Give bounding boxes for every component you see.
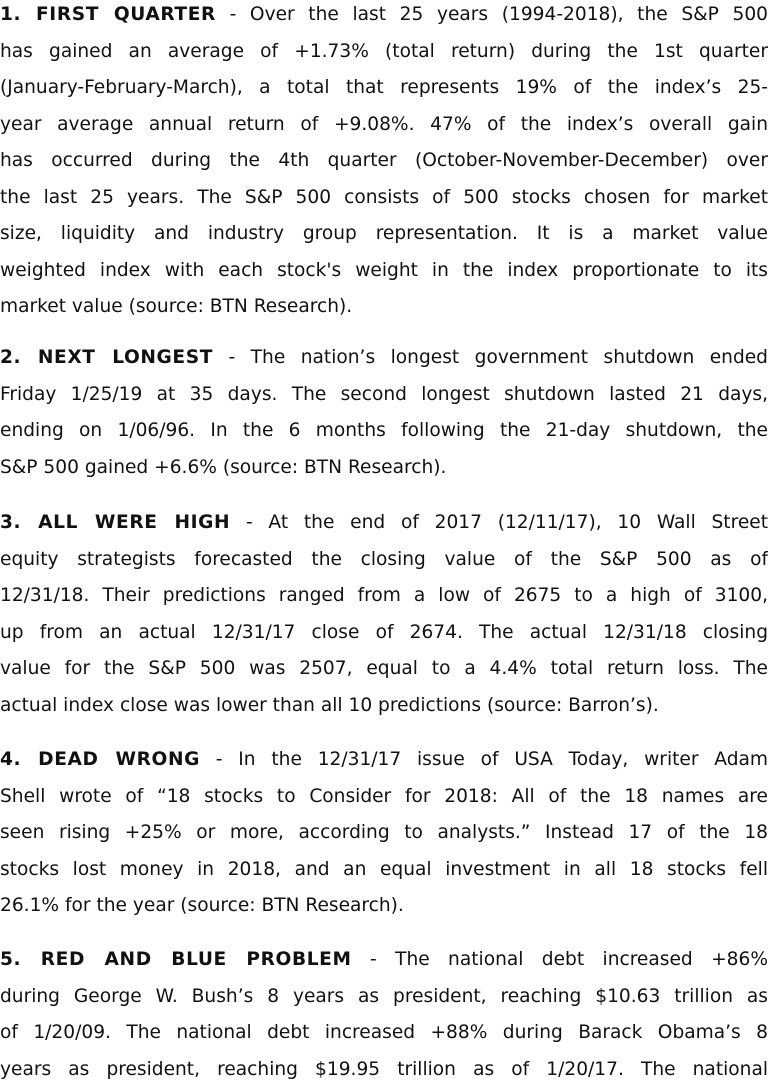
item-line: seen rising +25% or more, according to analysts.” Instead 17 of the 18 bbox=[0, 822, 768, 843]
item-text: - In the 12/31/17 issue of USA Today, writer Adam bbox=[199, 749, 768, 770]
item-heading: 1. FIRST QUARTER bbox=[0, 4, 216, 25]
item-line: stocks lost money in 2018, and an equal investment in all 18 stocks fell bbox=[0, 858, 768, 880]
item-line bbox=[0, 742, 768, 779]
item-heading: 4. DEAD WRONG bbox=[0, 749, 200, 770]
item-line: year average annual return of +9.08%. 47% of the index’s overall gain bbox=[0, 113, 768, 135]
item-text: - The national debt increased +86% bbox=[351, 949, 768, 970]
item-line: years as president, reaching $19.95 trillion as of 1/20/17. The national bbox=[0, 1058, 768, 1080]
item-line: up from an actual 12/31/17 close of 2674. The actual 12/31/18 closing bbox=[0, 621, 768, 643]
item-first-quarter bbox=[0, 0, 768, 326]
item-all-were-high bbox=[0, 505, 768, 724]
item-line bbox=[0, 340, 768, 377]
item-red-and-blue-problem bbox=[0, 942, 768, 1086]
item-next-longest bbox=[0, 340, 768, 486]
item-line: the last 25 years. The S&P 500 consists of 500 stocks chosen for market bbox=[0, 186, 768, 208]
item-dead-wrong bbox=[0, 742, 768, 925]
item-heading: 2. NEXT LONGEST bbox=[0, 347, 213, 368]
item-text: - At the end of 2017 (12/11/17), 10 Wall Street bbox=[230, 512, 768, 533]
item-line: during George W. Bush’s 8 years as president, reaching $10.63 trillion as bbox=[0, 985, 768, 1007]
item-line: of 1/20/09. The national debt increased +88% during Barack Obama’s 8 bbox=[0, 1022, 768, 1043]
item-line: (January-February-March), a total that represents 19% of the index’s 25- bbox=[0, 77, 768, 98]
item-line: weighted index with each stock's weight in the index proportionate to its bbox=[0, 259, 768, 281]
item-text: - Over the last 25 years (1994-2018), the S&P 500 bbox=[215, 4, 768, 25]
item-line: equity strategists forecasted the closing value of the S&P 500 as of bbox=[0, 548, 768, 570]
item-line: ending on 1/06/96. In the 6 months following the 21-day shutdown, the bbox=[0, 420, 768, 441]
item-line: S&P 500 gained +6.6% (source: BTN Research). bbox=[0, 456, 447, 478]
item-line: 12/31/18. Their predictions ranged from a low of 2675 to a high of 3100, bbox=[0, 585, 768, 606]
item-line bbox=[0, 505, 768, 542]
item-line: actual index close was lower than all 10 predictions (source: Barron’s). bbox=[0, 694, 659, 716]
item-line: Friday 1/25/19 at 35 days. The second longest shutdown lasted 21 days, bbox=[0, 383, 768, 405]
item-heading: 5. RED AND BLUE PROBLEM bbox=[0, 949, 352, 970]
item-line: has gained an average of +1.73% (total return) during the 1st quarter bbox=[0, 40, 768, 62]
item-line: Shell wrote of “18 stocks to Consider for 2018: All of the 18 names are bbox=[0, 785, 768, 807]
item-heading: 3. ALL WERE HIGH bbox=[0, 512, 231, 533]
item-line: has occurred during the 4th quarter (October-November-December) over bbox=[0, 150, 768, 171]
item-line: 26.1% for the year (source: BTN Research). bbox=[0, 895, 404, 916]
item-line bbox=[0, 0, 768, 34]
item-line: value for the S&P 500 was 2507, equal to a 4.4% total return loss. The bbox=[0, 658, 768, 679]
item-line bbox=[0, 942, 768, 979]
item-line: market value (source: BTN Research). bbox=[0, 296, 353, 317]
item-line: size, liquidity and industry group representation. It is a market value bbox=[0, 223, 768, 244]
item-text: - The nation’s longest government shutdown ended bbox=[212, 347, 768, 368]
